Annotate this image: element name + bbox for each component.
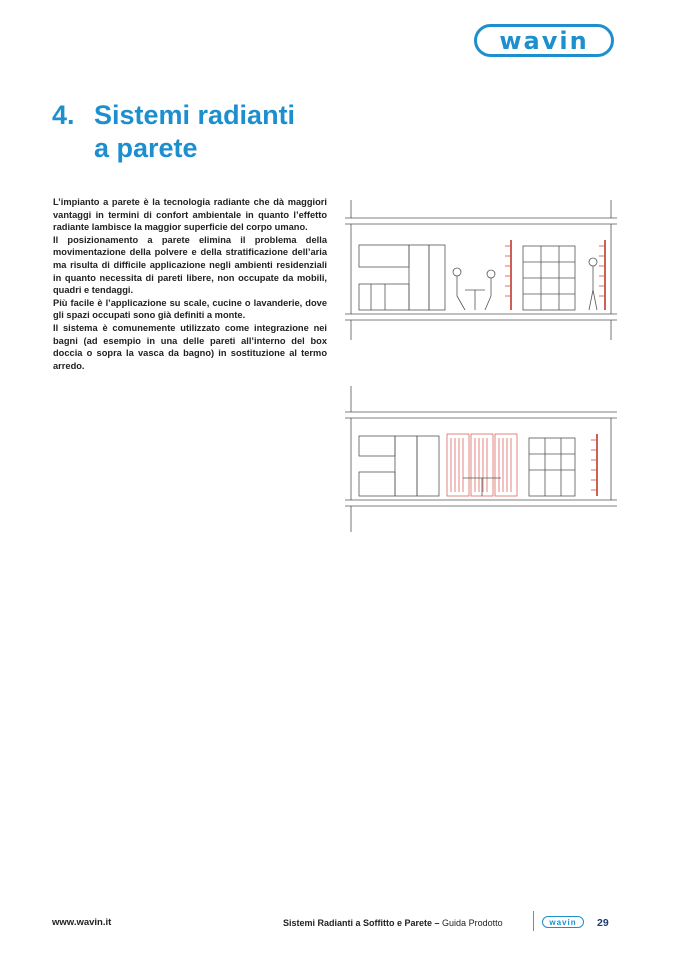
page-number: 29 [597, 917, 609, 929]
paragraph-4: Il sistema è comunemente utilizzato come integrazione nei bagni (ad esempio in una delle pareti all’interno del box doccia o sopra la vasca da bagno) in sostituzione al termo arredo. [53, 322, 327, 371]
footer-doc-title-rest: Guida Prodotto [439, 918, 503, 928]
paragraph-1: L’impianto a parete è la tecnologia radiante che dà maggiori vantaggi in termini di confort ambientale in quanto l’effetto radiante lambisce la maggior superficie del corpo umano. [53, 197, 327, 233]
title-line-1: Sistemi radianti [94, 100, 296, 130]
footer-doc-title-bold: Sistemi Radianti a Soffitto e Parete – [283, 918, 440, 928]
wall-heating-section-drawing-1 [345, 200, 617, 340]
wavin-logo: wavin [474, 24, 614, 57]
footer-url[interactable]: www.wavin.it [52, 917, 112, 928]
title-line-2: a parete [94, 133, 198, 163]
wall-heating-section-drawing-2 [345, 386, 617, 532]
footer-doc-title [283, 918, 503, 928]
paragraph-3: Più facile è l’applicazione su scale, cucine o lavanderie, dove gli spazi occupati sono già definiti a monte. [53, 297, 327, 321]
footer-divider [533, 911, 534, 931]
body-text [53, 196, 327, 372]
paragraph-2: Il posizionamento a parete elimina il problema della movimentazione della polvere e della stratificazione dell’aria ma risulta di difficile applicazione negli ambienti residenziali in quanto necessita di pareti libere, non occupate da mobili, quadri e tendaggi. [53, 234, 327, 296]
footer-wavin-logo: wavin [542, 916, 584, 928]
page-title [52, 99, 295, 165]
section-number: 4. [52, 100, 75, 130]
